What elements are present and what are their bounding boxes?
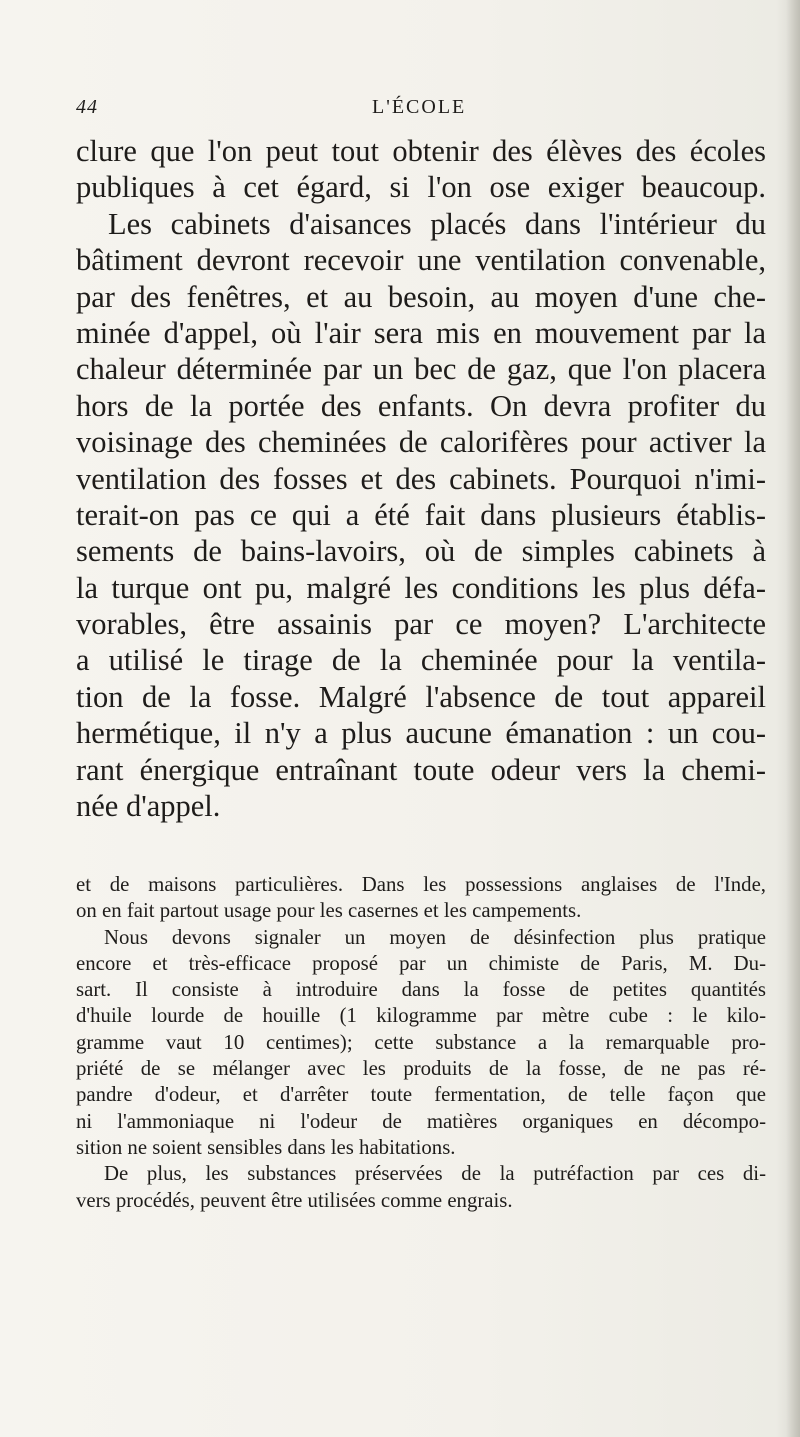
footnote-block <box>76 872 766 1214</box>
main-text-line: sements de bains-lavoirs, où de simples cabinets à <box>76 534 766 569</box>
main-text-line: publiques à cet égard, si l'on ose exiger beaucoup. <box>76 170 766 205</box>
running-title: L'ÉCOLE <box>372 96 467 118</box>
footnote-line: vers procédés, peuvent être utilisées comme engrais. <box>76 1188 513 1212</box>
page-number: 44 <box>76 96 98 118</box>
main-text-line: bâtiment devront recevoir une ventilation convenable, <box>76 243 766 278</box>
main-text-line: la turque ont pu, malgré les conditions les plus défa- <box>76 570 766 605</box>
footnote-line: on en fait partout usage pour les casernes et les campements. <box>76 899 582 923</box>
footnote-line: De plus, les substances préservées de la putréfaction par ces di- <box>104 1162 766 1186</box>
page-edge-shadow <box>786 0 800 1437</box>
main-text-block <box>76 133 766 824</box>
footnote-line: pandre d'odeur, et d'arrêter toute fermentation, de telle façon que <box>76 1083 766 1107</box>
footnote-line: ni l'ammoniaque ni l'odeur de matières organiques en décompo- <box>76 1109 766 1133</box>
main-text-line: ventilation des fosses et des cabinets. Pourquoi n'imi- <box>76 461 766 496</box>
footnote-line: sart. Il consiste à introduire dans la fosse de petites quantités <box>76 978 766 1002</box>
main-text-line: Les cabinets d'aisances placés dans l'intérieur du <box>108 206 766 241</box>
main-text-line: hors de la portée des enfants. On devra profiter du <box>76 388 766 423</box>
main-text-line: par des fenêtres, et au besoin, au moyen d'une che- <box>76 279 766 314</box>
main-text-line: vorables, être assainis par ce moyen? L'architecte <box>76 607 766 642</box>
main-text-line: voisinage des cheminées de calorifères pour activer la <box>76 425 766 460</box>
main-text-line: clure que l'on peut tout obtenir des élèves des écoles <box>76 134 766 168</box>
running-head <box>76 96 766 126</box>
footnote-line: gramme vaut 10 centimes); cette substance a la remarquable pro- <box>76 1030 766 1054</box>
footnote-line: encore et très-efficace proposé par un chimiste de Paris, M. Du- <box>76 951 766 975</box>
main-text-line: hermétique, il n'y a plus aucune émanation : un cou- <box>76 716 766 751</box>
footnote-line: Nous devons signaler un moyen de désinfection plus pratique <box>104 925 766 949</box>
main-text-line: rant énergique entraînant toute odeur vers la chemi- <box>76 752 766 787</box>
main-text-line: minée d'appel, où l'air sera mis en mouvement par la <box>76 315 766 350</box>
footnote-line: priété de se mélanger avec les produits de la fosse, de ne pas ré- <box>76 1057 766 1081</box>
main-text-line: née d'appel. <box>76 789 221 824</box>
footnote-line: et de maisons particulières. Dans les possessions anglaises de l'Inde, <box>76 873 766 896</box>
main-text-line: tion de la fosse. Malgré l'absence de tout appareil <box>76 679 766 714</box>
main-text-line: a utilisé le tirage de la cheminée pour la ventila- <box>76 643 766 678</box>
footnote-line: d'huile lourde de houille (1 kilogramme par mètre cube : le kilo- <box>76 1004 766 1028</box>
footnote-line: sition ne soient sensibles dans les habitations. <box>76 1135 456 1159</box>
main-text-line: chaleur déterminée par un bec de gaz, que l'on placera <box>76 352 766 387</box>
main-text-line: terait-on pas ce qui a été fait dans plusieurs établis- <box>76 497 766 532</box>
